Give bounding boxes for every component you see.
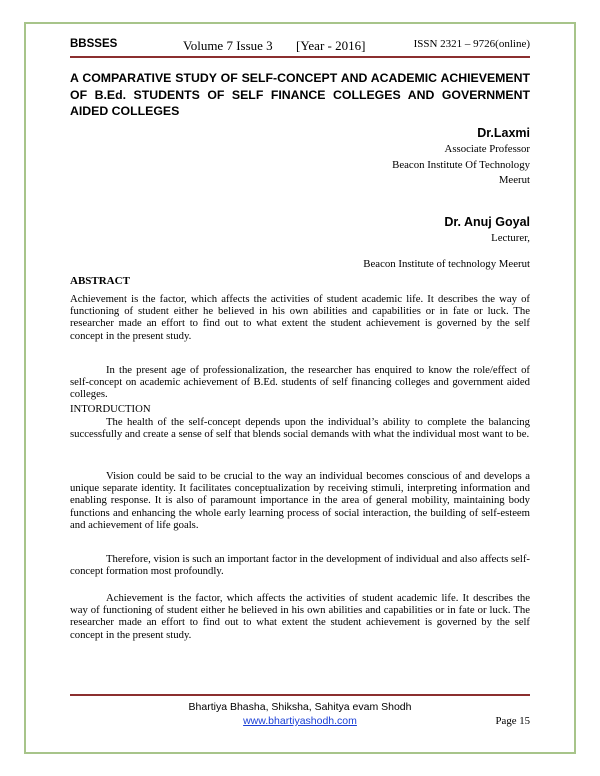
author-name: Dr.Laxmi [477,126,530,140]
author-name: Dr. Anuj Goyal [444,215,530,229]
introduction-paragraph: The health of the self-concept depends upon the individual’s ability to complete the balancing successfully and create a sense of self that blends social demands with what the individual most want to be. [70,416,530,441]
abstract-paragraph: In the present age of professionalization, the researcher has enquired to know the role/effect of self-concept on academic achievement of B.Ed. students of self financing colleges and government aided colleges. [70,364,530,401]
author-block-2 [363,214,530,272]
introduction-paragraph: Vision could be said to be crucial to the way an individual becomes conscious of and develops a unique separate identity. It facilitates conceptualization by receiving stimuli, interpreting information and enabling response. It is also of paramount importance in the area of general mobility, maintaining body functions and enhancing the whole early learning process of social interaction, the building of self-esteem and achievement of life goals. [70,470,530,531]
publication-year: [Year - 2016] [296,38,366,53]
abstract-heading: ABSTRACT [70,275,130,287]
introduction-heading: INTORDUCTION [70,403,151,415]
footer-publication-name: Bhartiya Bhasha, Shiksha, Sahitya evam Shodh [188,701,412,713]
author-block-1 [392,125,530,189]
introduction-paragraph: Therefore, vision is such an important factor in the development of individual and also affects self-concept formation most profoundly. [70,553,530,578]
journal-abbreviation: BBSSES [70,38,118,50]
running-header [70,36,530,58]
issn-number: ISSN 2321 – 9726(online) [413,38,530,50]
author-designation: Associate Professor [444,143,530,155]
abstract-paragraph: Achievement is the factor, which affects the activities of student academic life. It describes the way of functioning of student either he believed in his own abilities and capabilities or in fate or luck. The researcher made an effort to find out to what extent the student achievement is governed by the self concept in the present study. [70,293,530,342]
author-institute: Beacon Institute Of Technology [392,158,530,171]
author-institute: Beacon Institute of technology Meerut [363,257,530,270]
volume-issue: Volume 7 Issue 3 [183,38,273,53]
author-city: Meerut [498,174,530,186]
footer-website-link[interactable]: www.bhartiyashodh.com [243,715,357,727]
author-designation: Lecturer, [491,232,530,244]
introduction-paragraph: Achievement is the factor, which affects the activities of student academic life. It describes the way of functioning of student either he believed in his own abilities and capabilities or in fate or luck. The researcher made an effort to find out to what extent the student achievement is governed by the self concept in the present study. [70,592,530,641]
footer-rule [70,694,530,696]
page-number: Page 15 [495,715,530,727]
paper-title: A COMPARATIVE STUDY OF SELF-CONCEPT AND ACADEMIC ACHIEVEMENT OF B.Ed. STUDENTS OF SELF FINANCE COLLEGES AND GOVERNMENT AIDED COLLEGES [70,71,530,118]
